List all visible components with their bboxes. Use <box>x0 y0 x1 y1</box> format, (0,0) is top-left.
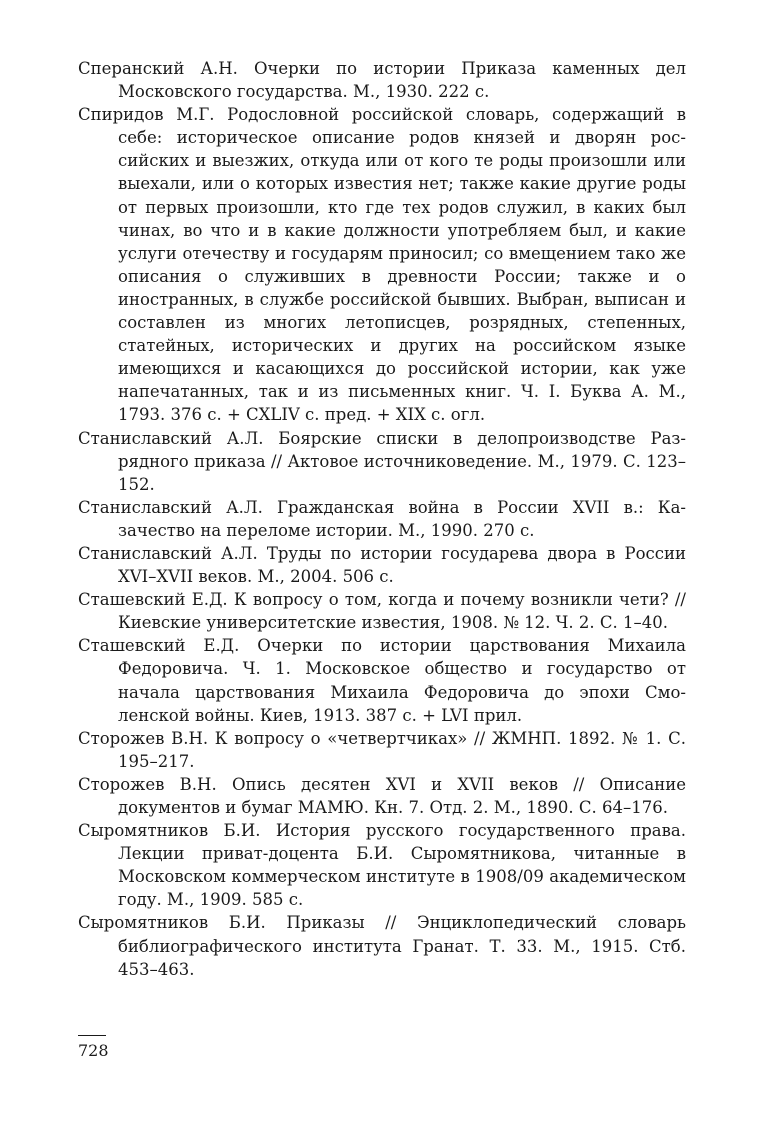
page-number: 728 <box>78 1041 109 1060</box>
bibliography-entry: Спиридов М.Г. Родословной российской словарь, содержащий в себе: историческое описание родов князей и дворян российских и выезжих, откуда или от кого те роды произошли или выехали, или о которых известия нет; также какие другие роды от первых произошли, кто где тех родов служил, в каких был чинах, во что и в какие должности употребляем был, и какие услуги отечеству и государям приносил; со вмещением тако же описания о служивших в древности России; также и о иностранных, в службе российской бывших. Выбран, выписан и составлен из многих летописцев, розрядных, степенных, статейных, исторических и других на российском языке имеющихся и касающихся до российской истории, как уже напечатанных, так и из письменных книг. Ч. I. Буква А. М., 1793. 376 с. + CXLIV с. пред. + XIX с. огл. <box>78 105 686 425</box>
bibliography-entry: Станиславский А.Л. Гражданская война в России XVII в.: Казачество на переломе истории. М., 1990. 270 с. <box>78 497 686 540</box>
bibliography-entry: Станиславский А.Л. Боярские списки в делопроизводстве Разрядного приказа // Актовое источниковедение. М., 1979. С. 123–152. <box>78 428 686 494</box>
bibliography-list <box>78 57 686 981</box>
bibliography-entry: Сташевский Е.Д. Очерки по истории царствования Михаила Федоровича. Ч. 1. Московское общество и государство от начала царствования Михаила Федоровича до эпохи Смоленской войны. Киев, 1913. 387 с. + LVI прил. <box>78 636 686 725</box>
bibliography-entry: Станиславский А.Л. Труды по истории государева двора в России XVI–XVII веков. М., 2004. 506 с. <box>78 543 686 587</box>
bibliography-entry: Сперанский А.Н. Очерки по истории Приказа каменных дел Московского государства. М., 1930. 222 с. <box>78 59 686 102</box>
footer-rule <box>78 1035 106 1036</box>
bibliography-entry: Сторожев В.Н. Опись десятен XVI и XVII веков // Описание документов и бумаг МАМЮ. Кн. 7. Отд. 2. М., 1890. С. 64–176. <box>78 774 686 817</box>
bibliography-entry: Сыромятников Б.И. История русского государственного права. Лекции приват-доцента Б.И. Сыромятникова, читанные в Московском коммерческом институте в 1908/09 академическом году. М., 1909. 585 с. <box>78 821 686 910</box>
bibliography-entry: Сыромятников Б.И. Приказы // Энциклопедический словарь библиографического института Гранат. Т. 33. М., 1915. Стб. 453–463. <box>78 913 686 979</box>
bibliography-entry: Сторожев В.Н. К вопросу о «четвертчиках» // ЖМНП. 1892. № 1. С. 195–217. <box>78 728 686 771</box>
bibliography-entry: Сташевский Е.Д. К вопросу о том, когда и почему возникли чети? // Киевские университетские известия, 1908. № 12. Ч. 2. С. 1–40. <box>78 590 686 633</box>
